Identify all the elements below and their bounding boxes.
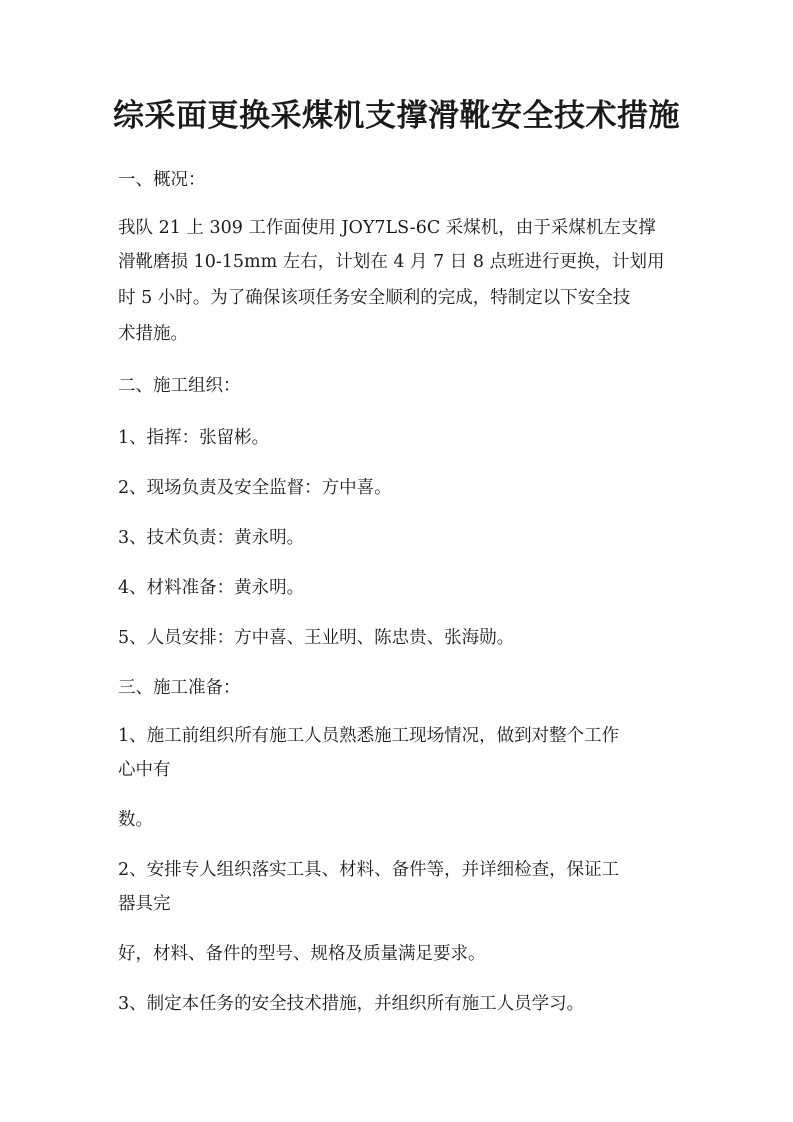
document-title: 综采面更换采煤机支撑滑靴安全技术措施 (113, 98, 680, 134)
list-item: 1、指挥：张留彬。 (118, 428, 270, 448)
list-item: 4、材料准备：黄永明。 (118, 578, 305, 598)
paragraph-line: 术措施。 (118, 324, 188, 344)
list-item: 1、施工前组织所有施工人员熟悉施工现场情况，做到对整个工作 (118, 726, 620, 746)
list-item: 2、安排专人组织落实工具、材料、备件等，并详细检查，保证工 (118, 860, 620, 880)
paragraph-line: 滑靴磨损 10-15mm 左右，计划在 4 月 7 日 8 点班进行更换，计划用 (118, 252, 665, 272)
paragraph-line: 我队 21 上 309 工作面使用 JOY7LS-6C 采煤机，由于采煤机左支撑 (118, 218, 656, 238)
paragraph-line: 数。 (118, 810, 153, 830)
list-item: 2、现场负责及安全监督：方中喜。 (118, 478, 392, 498)
section-heading-overview: 一、概况： (118, 170, 206, 190)
paragraph-line: 器具完 (118, 894, 171, 914)
list-item: 5、人员安排：方中喜、王业明、陈忠贵、张海勋。 (118, 628, 515, 648)
paragraph-line: 好，材料、备件的型号、规格及质量满足要求。 (118, 944, 486, 964)
paragraph-line: 心中有 (118, 760, 171, 780)
section-heading-organization: 二、施工组织： (118, 376, 241, 396)
section-heading-preparation: 三、施工准备： (118, 678, 241, 698)
list-item: 3、技术负责：黄永明。 (118, 528, 305, 548)
paragraph-line: 时 5 小时。为了确保该项任务安全顺利的完成，特制定以下安全技 (118, 288, 631, 308)
list-item: 3、制定本任务的安全技术措施，并组织所有施工人员学习。 (118, 994, 585, 1014)
